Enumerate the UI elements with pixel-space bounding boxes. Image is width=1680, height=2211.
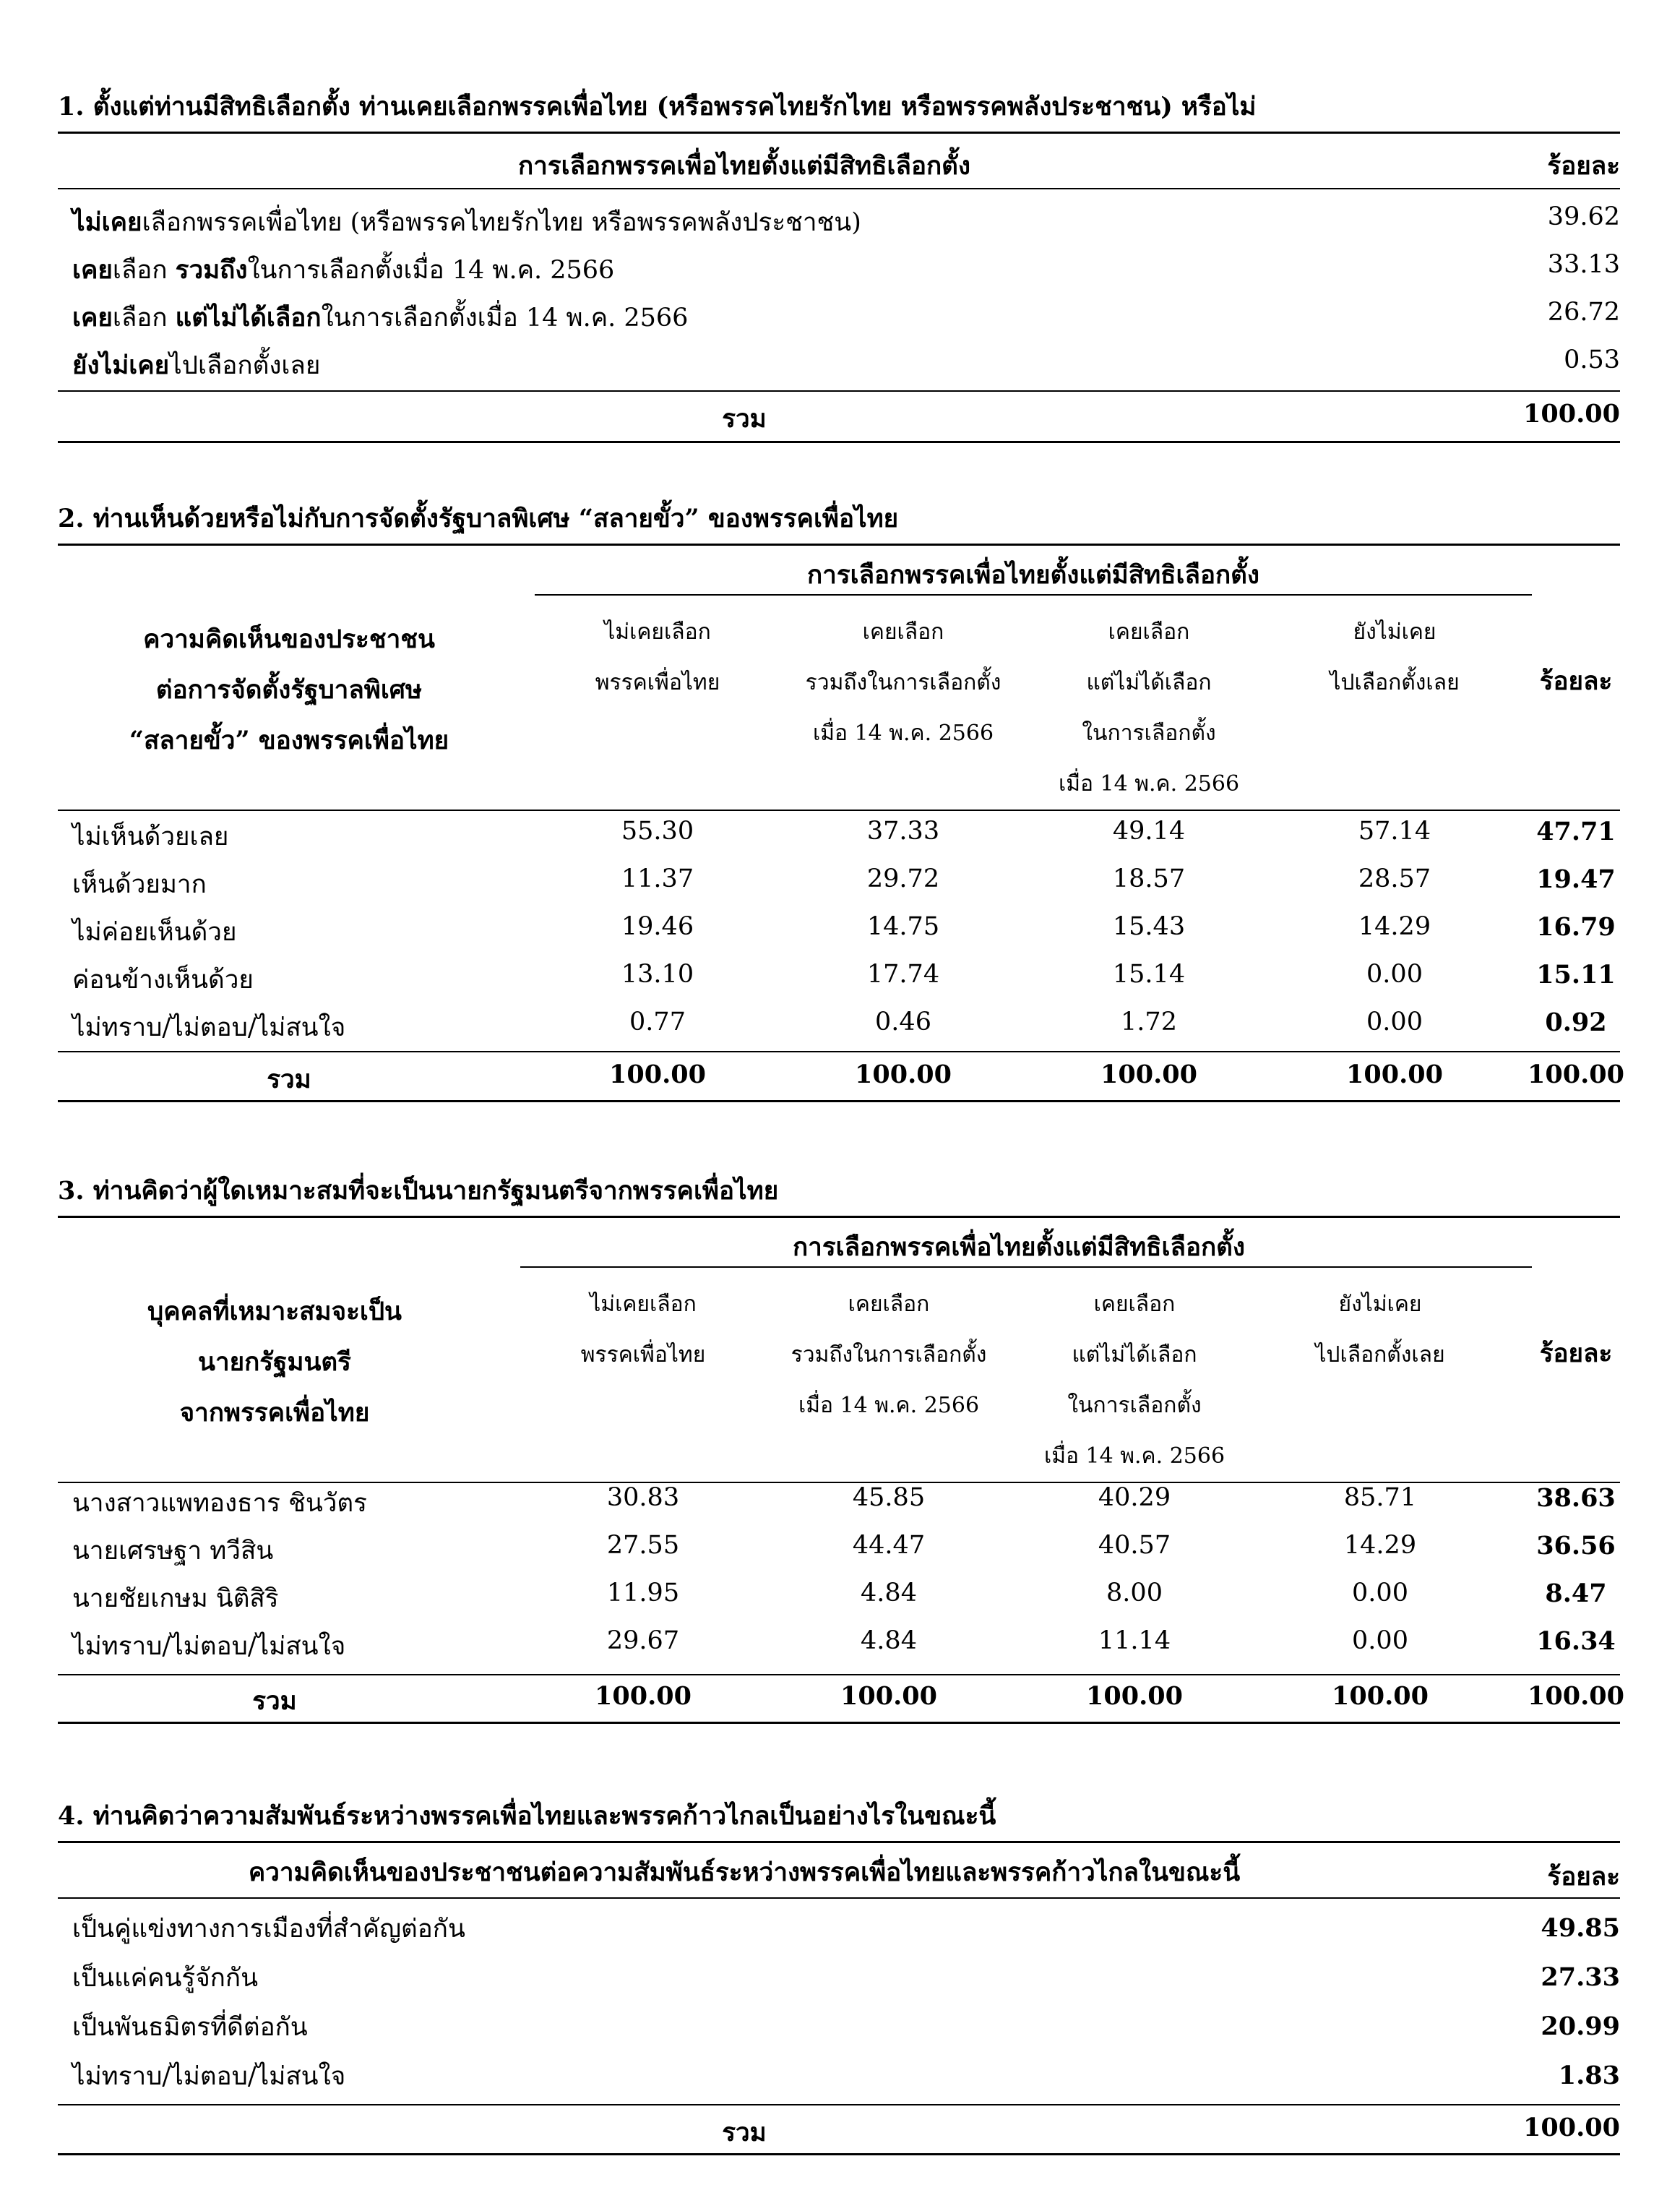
q4-row-3-value: 1.83: [1558, 2061, 1620, 2090]
q1-row-3-value: 0.53: [1564, 345, 1620, 374]
q2-row-0-label: ไม่เห็นด้วยเลย: [72, 823, 229, 851]
q1-bottom-rule: [58, 441, 1620, 443]
q4-header: ความคิดเห็นของประชาชนต่อความสัมพันธ์ระหว่างพรรคเพื่อไทยและพรรคก้าวไกลในขณะนี้: [248, 1858, 1241, 1887]
q3-row-1-label: นายเศรษฐา ทวีสิน: [72, 1537, 274, 1566]
q1-row-0-text-a: เลือกพรรคเพื่อไทย (หรือพรรคไทยรักไทย หรือพรรคพลังประชาชน): [142, 208, 861, 237]
q1-row-2-text-b: ในการเลือกตั้งเมื่อ 14 พ.ค. 2566: [321, 304, 689, 332]
q3-row-1-value-2: 40.57: [1098, 1531, 1171, 1560]
q3-row-3-value-0: 29.67: [606, 1626, 680, 1655]
q3-col-header-3: [1257, 1279, 1503, 1381]
q4-bottom-rule: [58, 2153, 1620, 2155]
q4-row-2-label: เป็นพันธมิตรที่ดีต่อกัน: [72, 2013, 308, 2042]
q1-row-0-value: 39.62: [1547, 202, 1620, 231]
q3-row-3-label: ไม่ทราบ/ไม่ตอบ/ไม่สนใจ: [72, 1632, 346, 1661]
q2-row-0-percent: 47.71: [1536, 817, 1616, 846]
q2-col-2-line-1: แต่ไม่ได้เลือก: [1086, 670, 1212, 695]
q3-col-2-line-1: แต่ไม่ได้เลือก: [1072, 1342, 1197, 1368]
q2-col-1-line-2: เมื่อ 14 พ.ค. 2566: [812, 721, 994, 746]
q1-header-rule: [58, 188, 1620, 189]
q3-total-3: 100.00: [1332, 1681, 1429, 1711]
q2-row-4-label: ไม่ทราบ/ไม่ตอบ/ไม่สนใจ: [72, 1013, 346, 1042]
q1-row-3-bold-a: ยังไม่เคย: [72, 351, 170, 380]
q3-group-header: การเลือกพรรคเพื่อไทยตั้งแต่มีสิทธิเลือกตั้ง: [792, 1232, 1245, 1262]
q4-title: 4. ท่านคิดว่าความสัมพันธ์ระหว่างพรรคเพื่อไทยและพรรคก้าวไกลเป็นอย่างไรในขณะนี้: [58, 1801, 996, 1831]
q3-row-0-value-0: 30.83: [606, 1483, 680, 1512]
q3-col-2-line-2: ในการเลือกตั้ง: [1067, 1393, 1202, 1418]
section-q1: [58, 87, 1620, 448]
q3-row-3-percent: 16.34: [1536, 1626, 1616, 1656]
q3-row-0-value-3: 85.71: [1343, 1483, 1417, 1512]
q3-row-0-value-2: 40.29: [1098, 1483, 1171, 1512]
q2-row-4-percent: 0.92: [1545, 1008, 1607, 1037]
q4-total-rule: [58, 2104, 1620, 2105]
q2-col-0-line-1: พรรคเพื่อไทย: [595, 670, 720, 695]
q3-col-0-line-0: ไม่เคยเลือก: [590, 1292, 697, 1317]
q1-row-2-value: 26.72: [1547, 298, 1620, 327]
q2-row-header-line-2: “สลายขั้ว” ของพรรคเพื่อไทย: [129, 726, 449, 755]
q3-row-1-value-1: 44.47: [852, 1531, 926, 1560]
q1-row-3: [72, 345, 320, 385]
q1-row-0: [72, 202, 861, 242]
q3-total-percent: 100.00: [1528, 1681, 1624, 1711]
q1-row-1: [72, 250, 614, 290]
q3-col-header-1: [766, 1279, 1012, 1431]
q1-row-1-bold-b: รวมถึง: [175, 255, 248, 285]
q3-col-2-line-3: เมื่อ 14 พ.ค. 2566: [1043, 1443, 1225, 1469]
q2-row-2-label: ไม่ค่อยเห็นด้วย: [72, 918, 237, 947]
q3-col-1-line-0: เคยเลือก: [848, 1292, 930, 1317]
q2-group-header: การเลือกพรรคเพื่อไทยตั้งแต่มีสิทธิเลือกตั้ง: [806, 560, 1259, 590]
q2-row-2-value-1: 14.75: [866, 912, 940, 941]
q2-row-3-value-1: 17.74: [866, 960, 940, 989]
q2-row-0-value-2: 49.14: [1112, 817, 1186, 846]
q3-col-header-0: [520, 1279, 766, 1381]
q2-row-4-value-2: 1.72: [1121, 1008, 1177, 1036]
q1-row-1-value: 33.13: [1547, 250, 1620, 279]
q3-row-2-value-2: 8.00: [1106, 1579, 1163, 1607]
q3-row-1-value-0: 27.55: [606, 1531, 680, 1560]
q4-percent-header: ร้อยละ: [1547, 1862, 1620, 1892]
q3-row-header-line-1: นายกรัฐมนตรี: [198, 1347, 351, 1377]
q2-col-2-line-3: เมื่อ 14 พ.ค. 2566: [1058, 771, 1240, 797]
q1-row-2-text-a: เลือก: [112, 304, 176, 332]
q3-col-1-line-2: เมื่อ 14 พ.ค. 2566: [798, 1393, 980, 1418]
q2-col-1-line-0: เคยเลือก: [862, 619, 944, 645]
q3-row-1-value-3: 14.29: [1343, 1531, 1417, 1560]
q2-row-1-label: เห็นด้วยมาก: [72, 870, 207, 899]
q1-total-label: รวม: [722, 404, 767, 434]
q2-row-1-value-1: 29.72: [866, 864, 940, 893]
q4-top-rule: [58, 1841, 1620, 1843]
q4-total-label: รวม: [722, 2118, 767, 2147]
q3-row-0-percent: 38.63: [1536, 1483, 1616, 1513]
q2-group-rule: [535, 594, 1532, 596]
q3-col-3-line-1: ไปเลือกตั้งเลย: [1315, 1342, 1445, 1368]
q2-col-3-line-1: ไปเลือกตั้งเลย: [1330, 670, 1460, 695]
q2-row-header-line-1: ต่อการจัดตั้งรัฐบาลพิเศษ: [155, 675, 423, 705]
q2-row-header: [58, 614, 520, 766]
q3-percent-header: ร้อยละ: [1539, 1339, 1613, 1368]
q2-top-rule: [58, 544, 1620, 546]
q3-col-3-line-0: ยังไม่เคย: [1338, 1292, 1422, 1317]
q2-row-1-percent: 19.47: [1536, 864, 1616, 894]
q4-row-0-value: 49.85: [1541, 1913, 1620, 1943]
q1-top-rule: [58, 132, 1620, 134]
q1-row-1-bold-a: เคย: [72, 255, 113, 285]
q1-row-1-text-a: เลือก: [112, 256, 176, 285]
q1-row-3-text-a: ไปเลือกตั้งเลย: [169, 351, 321, 380]
q3-col-1-line-1: รวมถึงในการเลือกตั้ง: [791, 1342, 987, 1368]
q2-row-0-value-1: 37.33: [866, 817, 940, 846]
q3-total-2: 100.00: [1086, 1681, 1183, 1711]
q2-row-0-value-3: 57.14: [1358, 817, 1431, 846]
q2-row-2-percent: 16.79: [1536, 912, 1616, 942]
q1-row-2-bold-a: เคย: [72, 303, 113, 332]
q2-col-2-line-0: เคยเลือก: [1108, 619, 1190, 645]
q2-col-header-3: [1272, 607, 1517, 708]
q2-total-rule: [58, 1051, 1620, 1052]
q2-header-rule: [58, 810, 1620, 811]
q1-title: 1. ตั้งแต่ท่านมีสิทธิเลือกตั้ง ท่านเคยเลือกพรรคเพื่อไทย (หรือพรรคไทยรักไทย หรือพรรคพลังประชาชน) หรือไม่: [58, 92, 1257, 121]
q3-row-3-value-1: 4.84: [861, 1626, 917, 1655]
q2-col-1-line-1: รวมถึงในการเลือกตั้ง: [805, 670, 1001, 695]
q3-row-3-value-2: 11.14: [1098, 1626, 1171, 1655]
q2-total-1: 100.00: [855, 1060, 952, 1089]
q3-row-1-percent: 36.56: [1536, 1531, 1616, 1560]
q2-row-4-value-0: 0.77: [629, 1008, 686, 1036]
q2-row-header-line-0: ความคิดเห็นของประชาชน: [143, 624, 435, 654]
q2-row-4-value-1: 0.46: [875, 1008, 931, 1036]
q3-row-2-value-1: 4.84: [861, 1579, 917, 1607]
q3-title: 3. ท่านคิดว่าผู้ใดเหมาะสมที่จะเป็นนายกรัฐมนตรีจากพรรคเพื่อไทย: [58, 1176, 779, 1206]
q3-col-2-line-0: เคยเลือก: [1093, 1292, 1176, 1317]
q3-row-2-value-3: 0.00: [1352, 1579, 1408, 1607]
q3-total-0: 100.00: [595, 1681, 692, 1711]
q4-row-1-value: 27.33: [1541, 1962, 1620, 1992]
q2-col-header-0: [535, 607, 780, 708]
q3-row-2-percent: 8.47: [1545, 1579, 1607, 1608]
q3-col-0-line-1: พรรคเพื่อไทย: [580, 1342, 706, 1368]
q1-percent-header-visible: [1547, 146, 1620, 186]
q2-col-2-line-2: ในการเลือกตั้ง: [1082, 721, 1216, 746]
q2-row-3-value-0: 13.10: [621, 960, 694, 989]
q2-row-0-value-0: 55.30: [621, 817, 694, 846]
q2-row-1-value-3: 28.57: [1358, 864, 1431, 893]
q1-row-2-bold-b: แต่ไม่ได้เลือก: [175, 303, 322, 332]
q3-row-0-label: นางสาวแพทองธาร ชินวัตร: [72, 1489, 367, 1518]
q2-bottom-rule: [58, 1100, 1620, 1102]
q2-total-3: 100.00: [1346, 1060, 1443, 1089]
q2-col-0-line-0: ไม่เคยเลือก: [604, 619, 711, 645]
q1-row-0-bold-a: ไม่เคย: [72, 207, 142, 237]
q2-row-2-value-0: 19.46: [621, 912, 694, 941]
q2-total-0: 100.00: [609, 1060, 706, 1089]
q3-total-rule: [58, 1674, 1620, 1675]
q3-row-3-value-3: 0.00: [1352, 1626, 1408, 1655]
q2-row-2-value-3: 14.29: [1358, 912, 1431, 941]
q2-total-label: รวม: [267, 1065, 311, 1094]
q2-col-header-2: [1026, 607, 1272, 810]
q1-row-2: [72, 298, 688, 338]
q4-row-2-value: 20.99: [1541, 2012, 1620, 2041]
q3-group-rule: [520, 1266, 1532, 1268]
q2-title: 2. ท่านเห็นด้วยหรือไม่กับการจัดตั้งรัฐบาลพิเศษ “สลายขั้ว” ของพรรคเพื่อไทย: [58, 504, 899, 533]
q4-row-0-label: เป็นคู่แข่งทางการเมืองที่สำคัญต่อกัน: [72, 1915, 465, 1944]
q3-bottom-rule: [58, 1722, 1620, 1724]
q4-row-3-label: ไม่ทราบ/ไม่ตอบ/ไม่สนใจ: [72, 2062, 346, 2091]
q1-percent-header-text: ร้อยละ: [1547, 151, 1620, 181]
q1-row-1-text-b: ในการเลือกตั้งเมื่อ 14 พ.ค. 2566: [247, 256, 615, 285]
q1-total-value: 100.00: [1523, 399, 1620, 429]
q2-row-2-value-2: 15.43: [1112, 912, 1186, 941]
q3-col-header-2: [1012, 1279, 1257, 1482]
q2-percent-header: ร้อยละ: [1539, 666, 1613, 696]
q3-row-header-line-0: บุคคลที่เหมาะสมจะเป็น: [147, 1297, 402, 1326]
q2-total-percent: 100.00: [1528, 1060, 1624, 1089]
q2-row-1-value-0: 11.37: [621, 864, 694, 893]
q1-header: การเลือกพรรคเพื่อไทยตั้งแต่มีสิทธิเลือกตั้ง: [517, 151, 970, 181]
q1-total-rule: [58, 390, 1620, 392]
q3-total-1: 100.00: [840, 1681, 937, 1711]
section-q3: [58, 1171, 1624, 1735]
q3-row-0-value-1: 45.85: [852, 1483, 926, 1512]
q2-col-3-line-0: ยังไม่เคย: [1353, 619, 1436, 645]
q3-total-label: รวม: [252, 1686, 297, 1716]
section-q4: [58, 1796, 1620, 2172]
q2-row-1-value-2: 18.57: [1112, 864, 1186, 893]
q3-row-header: [58, 1287, 491, 1438]
q2-row-3-value-2: 15.14: [1112, 960, 1186, 989]
q3-row-2-value-0: 11.95: [606, 1579, 680, 1607]
q2-col-header-1: [780, 607, 1026, 759]
section-q2: [58, 499, 1624, 1106]
q4-row-1-label: เป็นแค่คนรู้จักกัน: [72, 1964, 259, 1993]
q2-total-2: 100.00: [1100, 1060, 1197, 1089]
q4-header-rule: [58, 1897, 1620, 1899]
q3-top-rule: [58, 1216, 1620, 1218]
q2-row-3-percent: 15.11: [1536, 960, 1616, 989]
q3-row-2-label: นายชัยเกษม นิติสิริ: [72, 1584, 279, 1613]
q3-row-header-line-2: จากพรรคเพื่อไทย: [179, 1398, 370, 1428]
q2-row-3-label: ค่อนข้างเห็นด้วย: [72, 966, 254, 995]
q2-row-3-value-3: 0.00: [1366, 960, 1423, 989]
q2-row-4-value-3: 0.00: [1366, 1008, 1423, 1036]
q4-total-value: 100.00: [1523, 2113, 1620, 2142]
